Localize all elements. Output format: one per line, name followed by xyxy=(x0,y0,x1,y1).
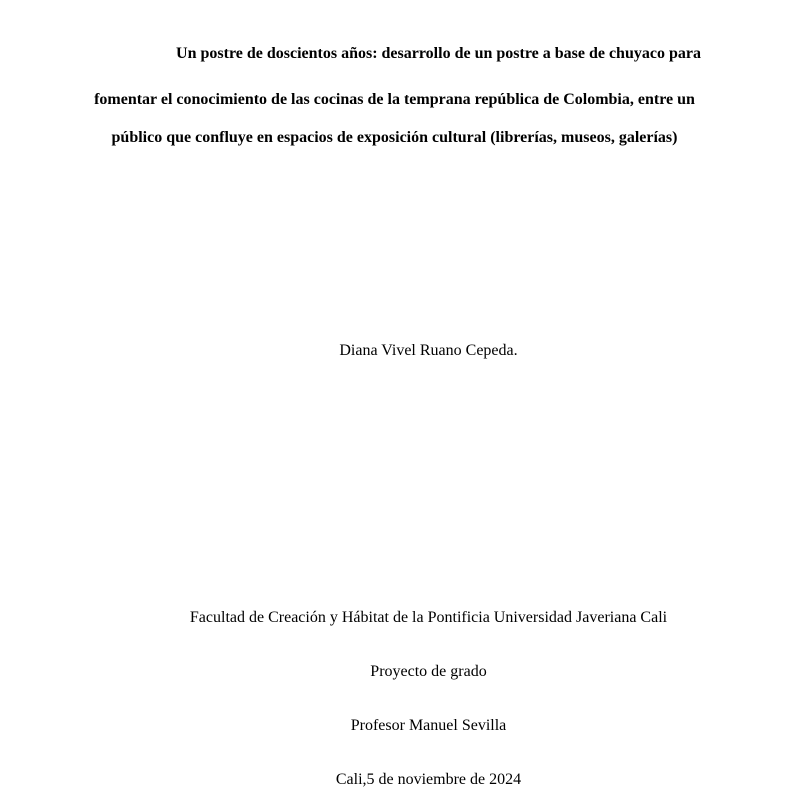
advisor-name: Profesor Manuel Sevilla xyxy=(350,717,507,734)
document-date: Cali,5 de noviembre de 2024 xyxy=(335,771,522,788)
title-line-1: Un postre de doscientos años: desarrollo de un postre a base de chuyaco para xyxy=(176,45,701,62)
title-line-3: público que confluye en espacios de exposición cultural (librerías, museos, galerías) xyxy=(111,129,678,146)
title-line-2: fomentar el conocimiento de las cocinas de la temprana república de Colombia, entre un xyxy=(94,91,695,108)
faculty-name: Facultad de Creación y Hábitat de la Pontificia Universidad Javeriana Cali xyxy=(189,609,668,626)
project-type: Proyecto de grado xyxy=(370,663,487,680)
author-name: Diana Vivel Ruano Cepeda. xyxy=(339,342,518,359)
